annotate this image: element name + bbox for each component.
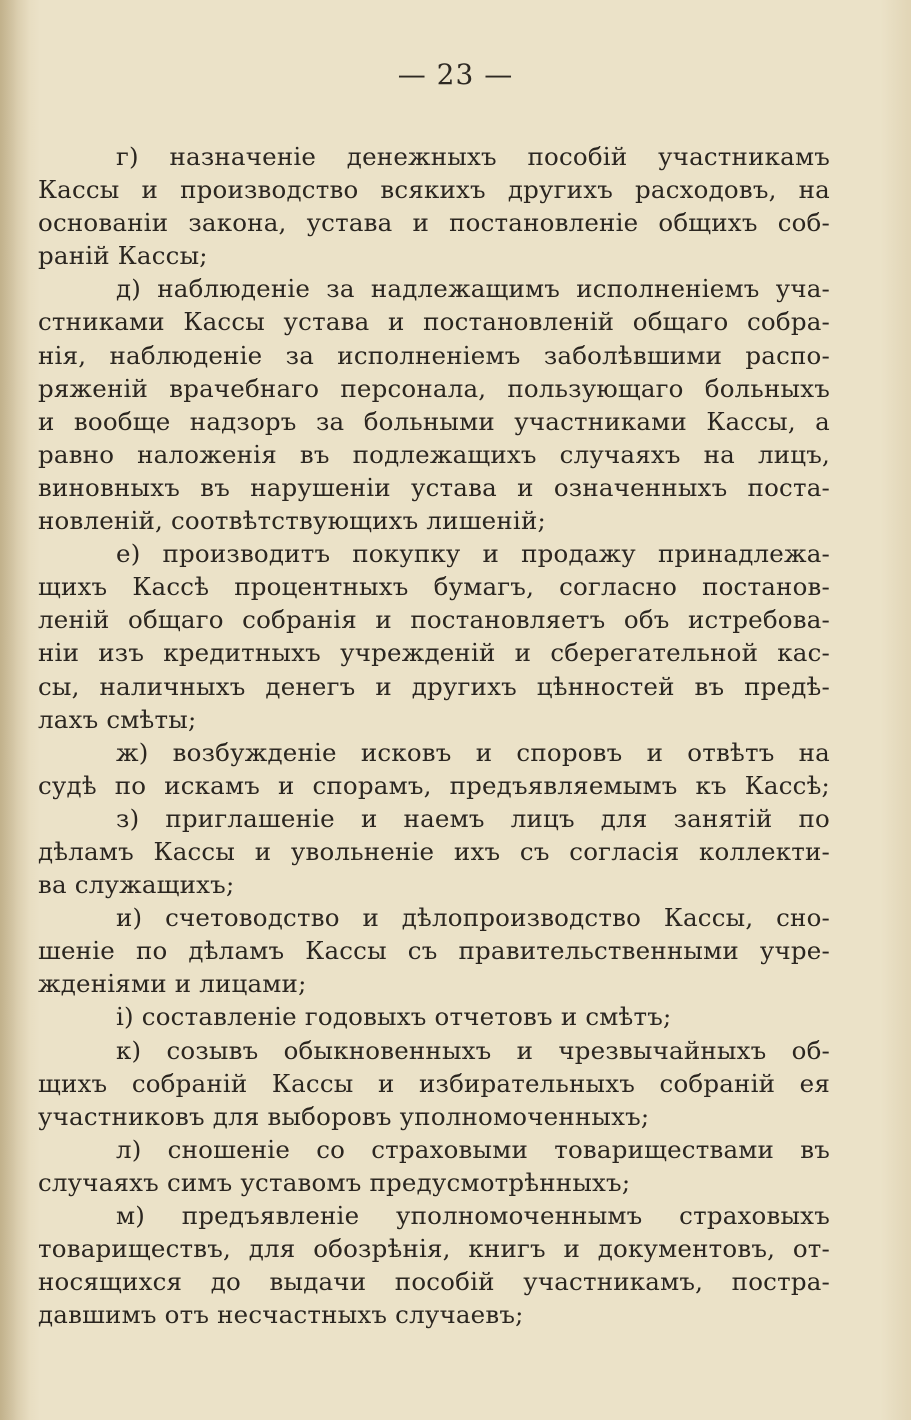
text-line: ніи изъ кредитныхъ учрежденій и сберегательной кас- [38,638,830,668]
text-line: и вообще надзоръ за больными участниками Кассы, а [38,406,830,436]
text-line: носящихся до выдачи пособій участникамъ, постра- [38,1267,830,1297]
page-number: — 23 — [397,58,514,91]
text-line: лахъ смѣты; [38,704,197,734]
text-line: ва служащихъ; [38,870,235,900]
text-line: д) наблюденіе за надлежащимъ исполненіемъ уча- [116,274,830,304]
text-line: стниками Кассы устава и постановленій общаго собра- [38,307,830,337]
text-line: судѣ по искамъ и спорамъ, предъявляемымъ къ Кассѣ; [38,770,830,800]
text-line: Кассы и производство всякихъ другихъ расходовъ, на [38,175,830,205]
page-edge-shadow [0,0,30,1420]
text-line: м) предъявленіе уполномоченнымъ страховыхъ [116,1201,830,1230]
text-line: л) сношеніе со страховыми товариществами въ [116,1134,830,1164]
body-text [38,140,830,1331]
text-line: товариществъ, для обозрѣнія, книгъ и документовъ, от- [38,1234,830,1264]
text-line: случаяхъ симъ уставомъ предусмотрѣнныхъ; [38,1167,631,1197]
text-line: равно наложенія въ подлежащихъ случаяхъ на лицъ, [38,439,830,469]
text-line: и) счетоводство и дѣлопроизводство Кассы, сно- [116,903,830,933]
text-line: ж) возбужденіе исковъ и споровъ и отвѣтъ на [116,737,830,767]
text-line: сы, наличныхъ денегъ и другихъ цѣнностей въ предѣ- [38,671,830,701]
text-line: е) производитъ покупку и продажу принадлежа- [116,539,830,569]
text-line: щихъ Кассѣ процентныхъ бумагъ, согласно постанов- [38,572,830,602]
text-line: основаніи закона, устава и постановленіе общихъ соб- [38,208,830,238]
text-line: к) созывъ обыкновенныхъ и чрезвычайныхъ об- [116,1035,830,1065]
text-line: і) составленіе годовыхъ отчетовъ и смѣтъ; [116,1002,672,1032]
text-line: виновныхъ въ нарушеніи устава и означенныхъ поста- [38,472,830,502]
text-line: участниковъ для выборовъ уполномоченныхъ; [38,1101,650,1131]
text-line: нія, наблюденіе за исполненіемъ заболѣвшими распо- [38,340,830,370]
text-line: раній Кассы; [38,241,208,271]
text-line: леній общаго собранія и постановляетъ объ истребова- [38,605,830,635]
text-line: давшимъ отъ несчастныхъ случаевъ; [38,1300,524,1330]
text-line: г) назначеніе денежныхъ пособій участникамъ [116,142,830,171]
text-line: шеніе по дѣламъ Кассы съ правительственными учре- [38,936,830,966]
text-line: дѣламъ Кассы и увольненіе ихъ съ согласія коллекти- [38,836,830,866]
text-line: ряженій врачебнаго персонала, пользующаго больныхъ [38,373,830,403]
text-line: новленій, соотвѣтствующихъ лишеній; [38,506,546,536]
text-line: щихъ собраній Кассы и избирательныхъ собраній ея [38,1068,830,1098]
text-line: з) приглашеніе и наемъ лицъ для занятій по [116,803,830,833]
text-line: жденіями и лицами; [38,969,307,999]
